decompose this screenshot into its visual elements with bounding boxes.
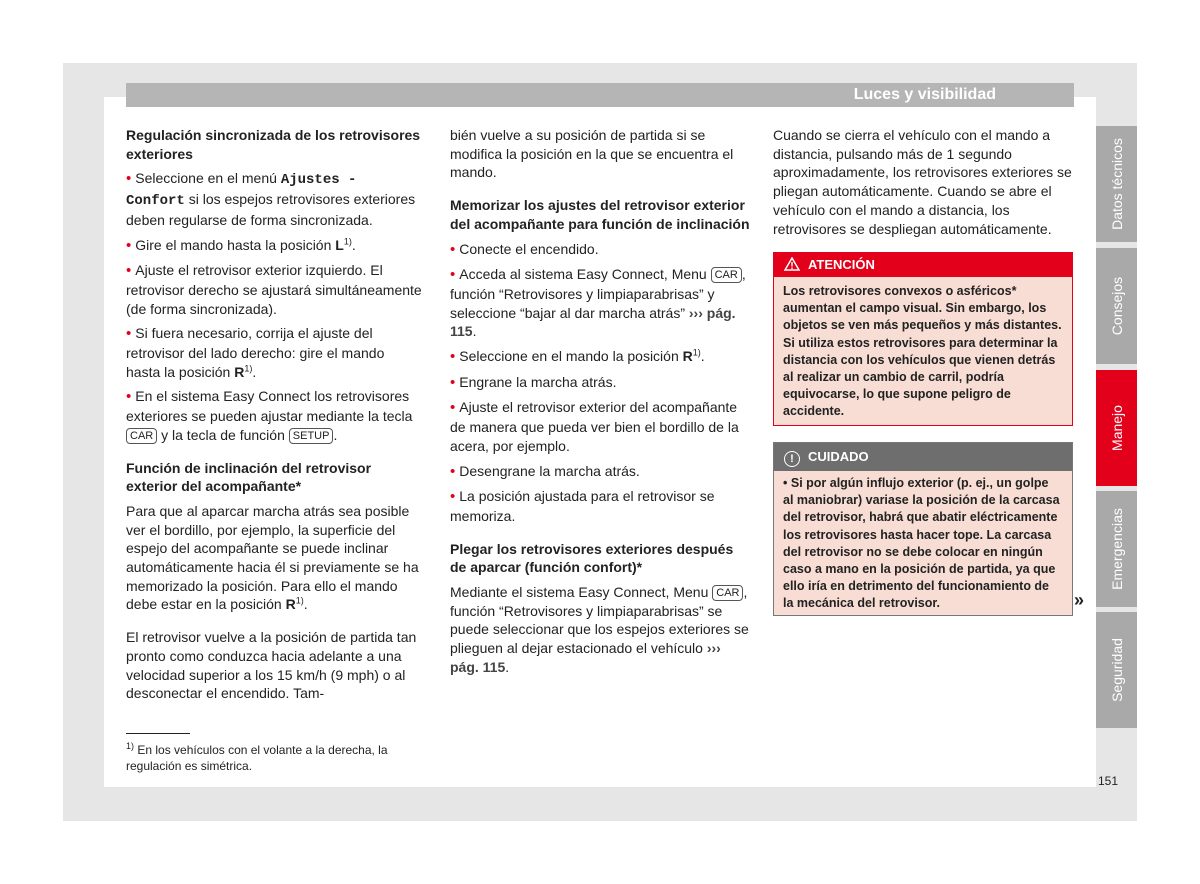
heading-tilt-function: Función de inclinación del retrovisor exterior del acompañante*	[126, 459, 372, 495]
menu-name: Ajustes - Confort	[126, 172, 357, 210]
warning-triangle-icon	[784, 257, 800, 271]
car-key: CAR	[126, 428, 157, 444]
footnote-rule	[126, 733, 190, 734]
warning-header	[774, 253, 1072, 277]
warning-title: ATENCIÓN	[808, 257, 875, 272]
column-2	[450, 126, 750, 683]
list-item: • Ajuste el retrovisor exterior del acompañante de manera que pueda ver bien el bordillo de la acera, por ejemplo.	[450, 398, 750, 455]
list-item: • Gire el mando hasta la posición $L^{1)}$.	[126, 236, 422, 256]
tab-seguridad[interactable]: Seguridad	[1096, 612, 1137, 728]
list-item: • Acceda al sistema Easy Connect, Menu CAR , función “Retrovisores y limpiaparabrisas” y seleccione “bajar al dar marcha atrás” ››› pág. 115.	[450, 265, 750, 341]
paragraph: bién vuelve a su posición de partida si se modifica la posición en la que se encuentra el mando.	[450, 127, 734, 181]
heading-sync-mirrors: Regulación sincronizada de los retrovisores exteriores	[126, 127, 421, 162]
paragraph: Cuando se cierra el vehículo con el mando a distancia, pulsando más de 1 segundo aproximadamente, los retrovisores exteriores se pliegan automáticamente. Cuando se abre el vehículo con el mando a distancia, los retrovisores se despliegan automáticamente.	[773, 127, 1072, 237]
list-item: • Seleccione en el mando la posición $R^{1)}$.	[450, 347, 750, 367]
setup-key: SETUP	[289, 428, 334, 444]
footnote: $^{1)}$ En los vehículos con el volante a la derecha, la regulación es simétrica.	[126, 741, 388, 773]
warning-box	[773, 252, 1073, 426]
caution-header	[774, 443, 1072, 471]
car-key: CAR	[711, 267, 742, 283]
section-title: Luces y visibilidad	[853, 86, 996, 103]
caution-box	[773, 442, 1073, 616]
paragraph: Mediante el sistema Easy Connect, Menu CAR , función “Retrovisores y limpiaparabrisas” se puede seleccionar que los espejos exteriores se plieguen al dejar estacionado el vehículo ››› pág. 115.	[450, 584, 749, 675]
list-item: • En el sistema Easy Connect los retrovisores exteriores se pueden ajustar mediante la tecla CAR y la tecla de función SETUP .	[126, 387, 422, 444]
list-item: • Conecte el encendido.	[450, 240, 750, 260]
page-reference-link[interactable]: ››› pág. 115	[450, 640, 721, 675]
list-item: • Si fuera necesario, corrija el ajuste del retrovisor del lado derecho: gire el mando hasta la posición $R^{1)}$.	[126, 324, 422, 381]
car-key: CAR	[712, 585, 743, 601]
section-header	[126, 83, 1074, 107]
tab-manejo[interactable]: Manejo	[1096, 370, 1137, 486]
tab-datos-tecnicos[interactable]: Datos técnicos	[1096, 126, 1137, 242]
caution-text: • Si por algún influjo exterior (p. ej., un golpe al maniobrar) variase la posición de la carcasa del retrovisor, habrá que abatir eléctricamente los retrovisores hasta hacer tope. La carcasa del retrovisor no se debe colocar en ningún caso a mano en la posición de partida, ya que ello iría en detrimento del funcionamiento de la mecánica del retrovisor.	[783, 476, 1060, 611]
paragraph: Para que al aparcar marcha atrás sea posible ver el bordillo, por ejemplo, la superficie del espejo del acompañante se puede inclinar automáticamente hacia él si previamente se ha memorizado la posición. Para ello el mando debe estar en la posición $R^{1)}$.	[126, 502, 419, 613]
tab-emergencias[interactable]: Emergencias	[1096, 491, 1137, 607]
tab-consejos[interactable]: Consejos	[1096, 248, 1137, 364]
list-item: • La posición ajustada para el retrovisor se memoriza.	[450, 487, 750, 525]
warning-text: Los retrovisores convexos o asféricos* aumentan el campo visual. Sin embargo, los objetos se ven más pequeños y más distantes. Si utiliza estos retrovisores para determinar la distancia con los vehículos que vienen detrás al realizar un cambio de carril, podría equivocarse, lo que supone peligro de accidente.	[783, 284, 1062, 419]
heading-fold-mirrors: Plegar los retrovisores exteriores después de aparcar (función confort)*	[450, 540, 734, 576]
heading-memorize: Memorizar los ajustes del retrovisor exterior del acompañante para función de inclinación	[450, 197, 750, 232]
caution-title: CUIDADO	[808, 449, 869, 464]
list-item: • Engrane la marcha atrás.	[450, 373, 750, 393]
info-circle-icon: !	[784, 451, 800, 467]
column-3	[773, 126, 1073, 244]
continue-marker: »	[1074, 590, 1085, 610]
list-item: • Desengrane la marcha atrás.	[450, 462, 750, 482]
paragraph: El retrovisor vuelve a la posición de partida tan pronto como conduzca hacia adelante a una velocidad superior a los 15 km/h (9 mph) o al desconectar el encendido. Tam-	[126, 629, 417, 702]
page-number: 151	[1098, 774, 1119, 788]
list-item: • Ajuste el retrovisor exterior izquierdo. El retrovisor derecho se ajustará simultáneamente (de forma sincronizada).	[126, 261, 422, 318]
page-reference-link[interactable]: ››› pág. 115	[450, 304, 736, 340]
column-1	[126, 126, 422, 709]
list-item: • Seleccione en el menú Ajustes - Confort si los espejos retrovisores exteriores deben regularse de forma sincronizada.	[126, 169, 422, 229]
